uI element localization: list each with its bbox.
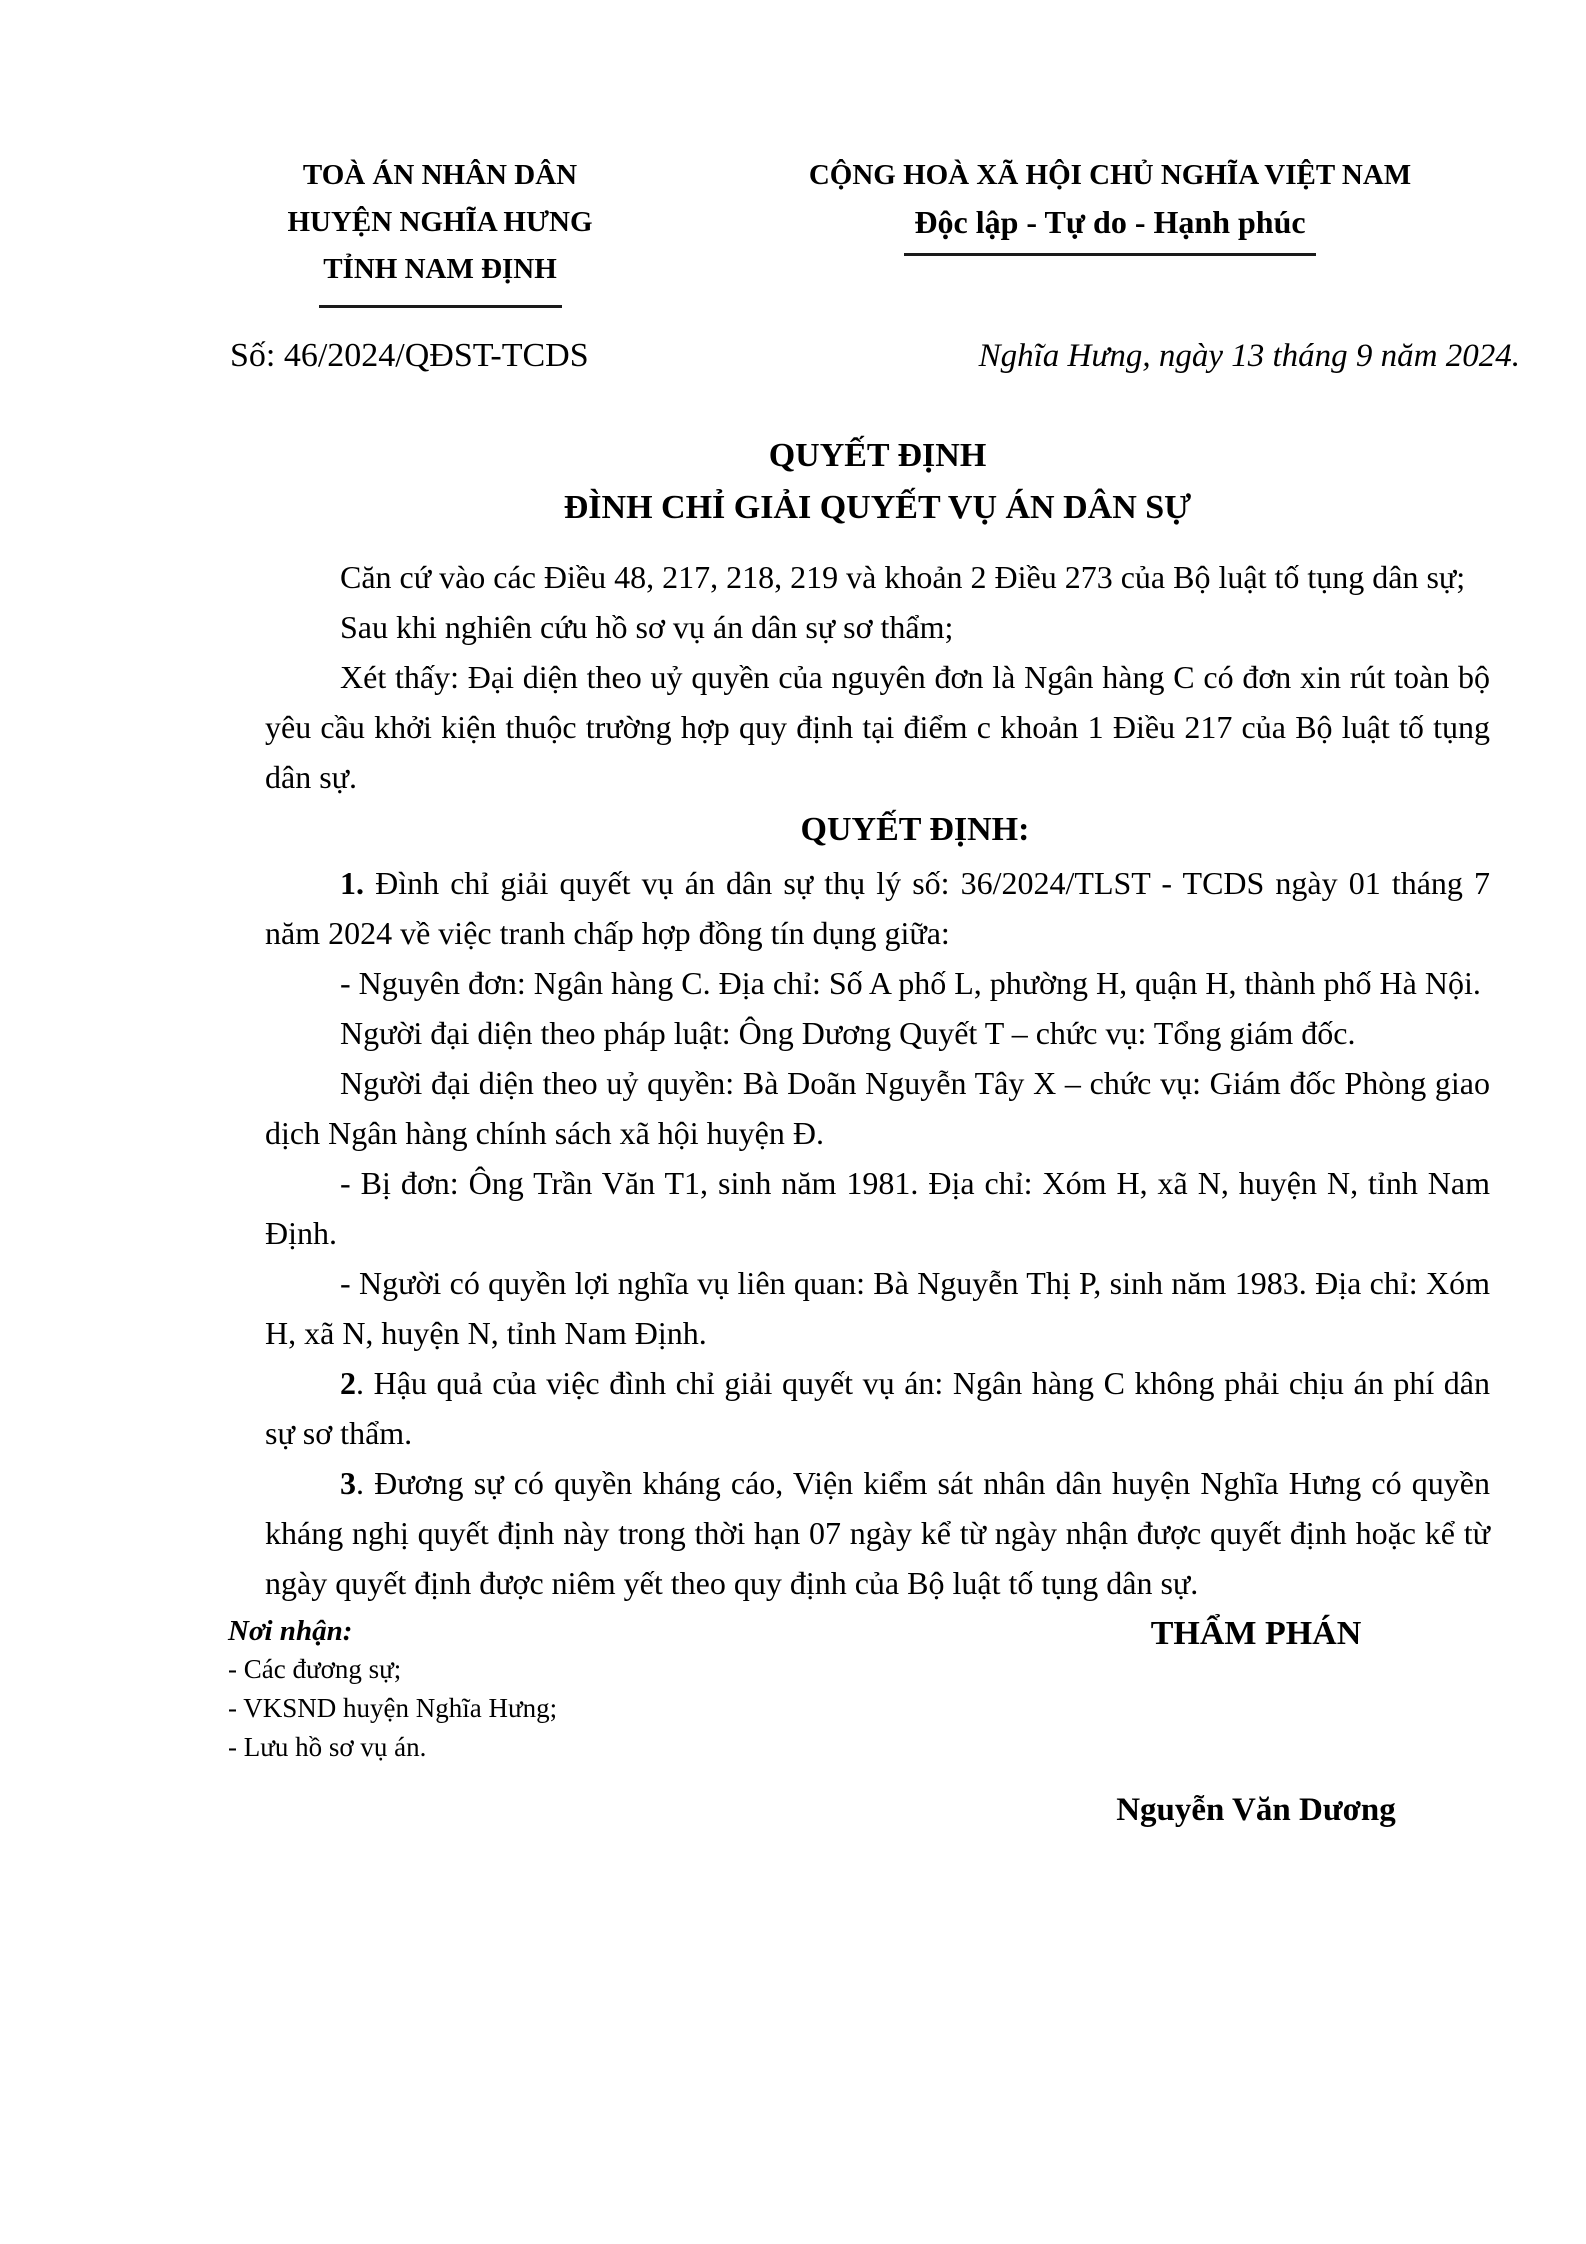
paragraph-text: Sau khi nghiên cứu hồ sơ vụ án dân sự sơ thẩm;: [340, 609, 954, 645]
place-and-date: Nghĩa Hưng, ngày 13 tháng 9 năm 2024.: [978, 338, 1520, 374]
recipients-label: Nơi nhận:: [228, 1615, 353, 1647]
decision-heading: QUYẾT ĐỊNH:: [800, 811, 1030, 848]
preamble-paragraph: [265, 602, 1490, 652]
item-number: 2: [340, 1365, 356, 1401]
decision-item: [265, 1358, 1490, 1458]
title-line-2: ĐÌNH CHỈ GIẢI QUYẾT VỤ ÁN DÂN SỰ: [563, 489, 1192, 526]
title-line-1: QUYẾT ĐỊNH: [768, 437, 987, 474]
paragraph-text: Căn cứ vào các Điều 48, 217, 218, 219 và khoản 2 Điều 273 của Bộ luật tố tụng dân sự;: [340, 559, 1466, 595]
preamble-paragraph: [265, 652, 1490, 802]
recipients-block: [228, 1612, 557, 1832]
signature-block: [1086, 1612, 1426, 1832]
decision-item: [265, 1058, 1490, 1158]
recipient-line: - VKSND huyện Nghĩa Hưng;: [228, 1693, 558, 1723]
decision-item: [265, 958, 1490, 1008]
recipients-list: [228, 1650, 557, 1767]
document-title: [265, 430, 1490, 534]
decision-item: [265, 1458, 1490, 1608]
item-text: Đình chỉ giải quyết vụ án dân sự thụ lý số: 36/2024/TLST - TCDS ngày 01 tháng 7 năm 2024 về việc tranh chấp hợp đồng tín dụng giữa:: [265, 865, 1490, 951]
item-text: Người đại diện theo pháp luật: Ông Dương Quyết T – chức vụ: Tổng giám đốc.: [340, 1015, 1356, 1051]
authority-line-2: HUYỆN NGHĨA HƯNG: [287, 206, 593, 238]
recipient-line: - Lưu hồ sơ vụ án.: [228, 1732, 427, 1762]
paragraph-text: Xét thấy: Đại diện theo uỷ quyền của nguyên đơn là Ngân hàng C có đơn xin rút toàn bộ yêu cầu khởi kiện thuộc trường hợp quy định tại điểm c khoản 1 Điều 217 của Bộ luật tố tụng dân sự.: [265, 659, 1490, 795]
decision-item: [265, 1158, 1490, 1258]
preamble-paragraph: [265, 552, 1490, 602]
signer-name: Nguyễn Văn Dương: [1116, 1792, 1396, 1828]
authority-underline: [319, 305, 562, 308]
decision-item: [265, 1258, 1490, 1358]
document-number: Số: 46/2024/QĐST-TCDS: [230, 337, 589, 374]
item-text: . Đương sự có quyền kháng cáo, Viện kiểm sát nhân dân huyện Nghĩa Hưng có quyền kháng nghị quyết định này trong thời hạn 07 ngày kể từ ngày nhận được quyết định hoặc kể từ ngày quyết định được niêm yết theo quy định của Bộ luật tố tụng dân sự.: [265, 1465, 1490, 1601]
document-header: [0, 152, 1586, 308]
signer-title: THẨM PHÁN: [1150, 1615, 1362, 1652]
item-text: - Nguyên đơn: Ngân hàng C. Địa chỉ: Số A phố L, phường H, quận H, thành phố Hà Nội.: [340, 965, 1481, 1001]
item-text: Người đại diện theo uỷ quyền: Bà Doãn Nguyễn Tây X – chức vụ: Giám đốc Phòng giao dịch Ngân hàng chính sách xã hội huyện Đ.: [265, 1065, 1490, 1151]
item-text: - Bị đơn: Ông Trần Văn T1, sinh năm 1981. Địa chỉ: Xóm H, xã N, huyện N, tỉnh Nam Định.: [265, 1165, 1490, 1251]
issuing-authority-block: [230, 152, 650, 308]
national-motto-block: [770, 152, 1450, 308]
recipient-line: - Các đương sự;: [228, 1654, 402, 1684]
document-body: [265, 552, 1490, 1608]
item-text: - Người có quyền lợi nghĩa vụ liên quan: Bà Nguyễn Thị P, sinh năm 1983. Địa chỉ: Xóm H, xã N, huyện N, tỉnh Nam Định.: [265, 1265, 1490, 1351]
national-title: CỘNG HOÀ XÃ HỘI CHỦ NGHĨA VIỆT NAM: [808, 159, 1412, 191]
content-column: [265, 430, 1490, 1608]
item-number: 1.: [340, 865, 364, 901]
item-text: . Hậu quả của việc đình chỉ giải quyết vụ án: Ngân hàng C không phải chịu án phí dân sự sơ thẩm.: [265, 1365, 1490, 1451]
item-number: 3: [340, 1465, 356, 1501]
authority-line-3: TỈNH NAM ĐỊNH: [323, 253, 557, 285]
meta-row: [0, 334, 1586, 378]
motto-underline: [904, 253, 1316, 256]
decision-item: [265, 1008, 1490, 1058]
document-footer: [228, 1612, 1426, 1832]
national-motto: Độc lập - Tự do - Hạnh phúc: [914, 204, 1306, 240]
decision-item: [265, 858, 1490, 958]
authority-line-1: TOÀ ÁN NHÂN DÂN: [302, 159, 578, 191]
